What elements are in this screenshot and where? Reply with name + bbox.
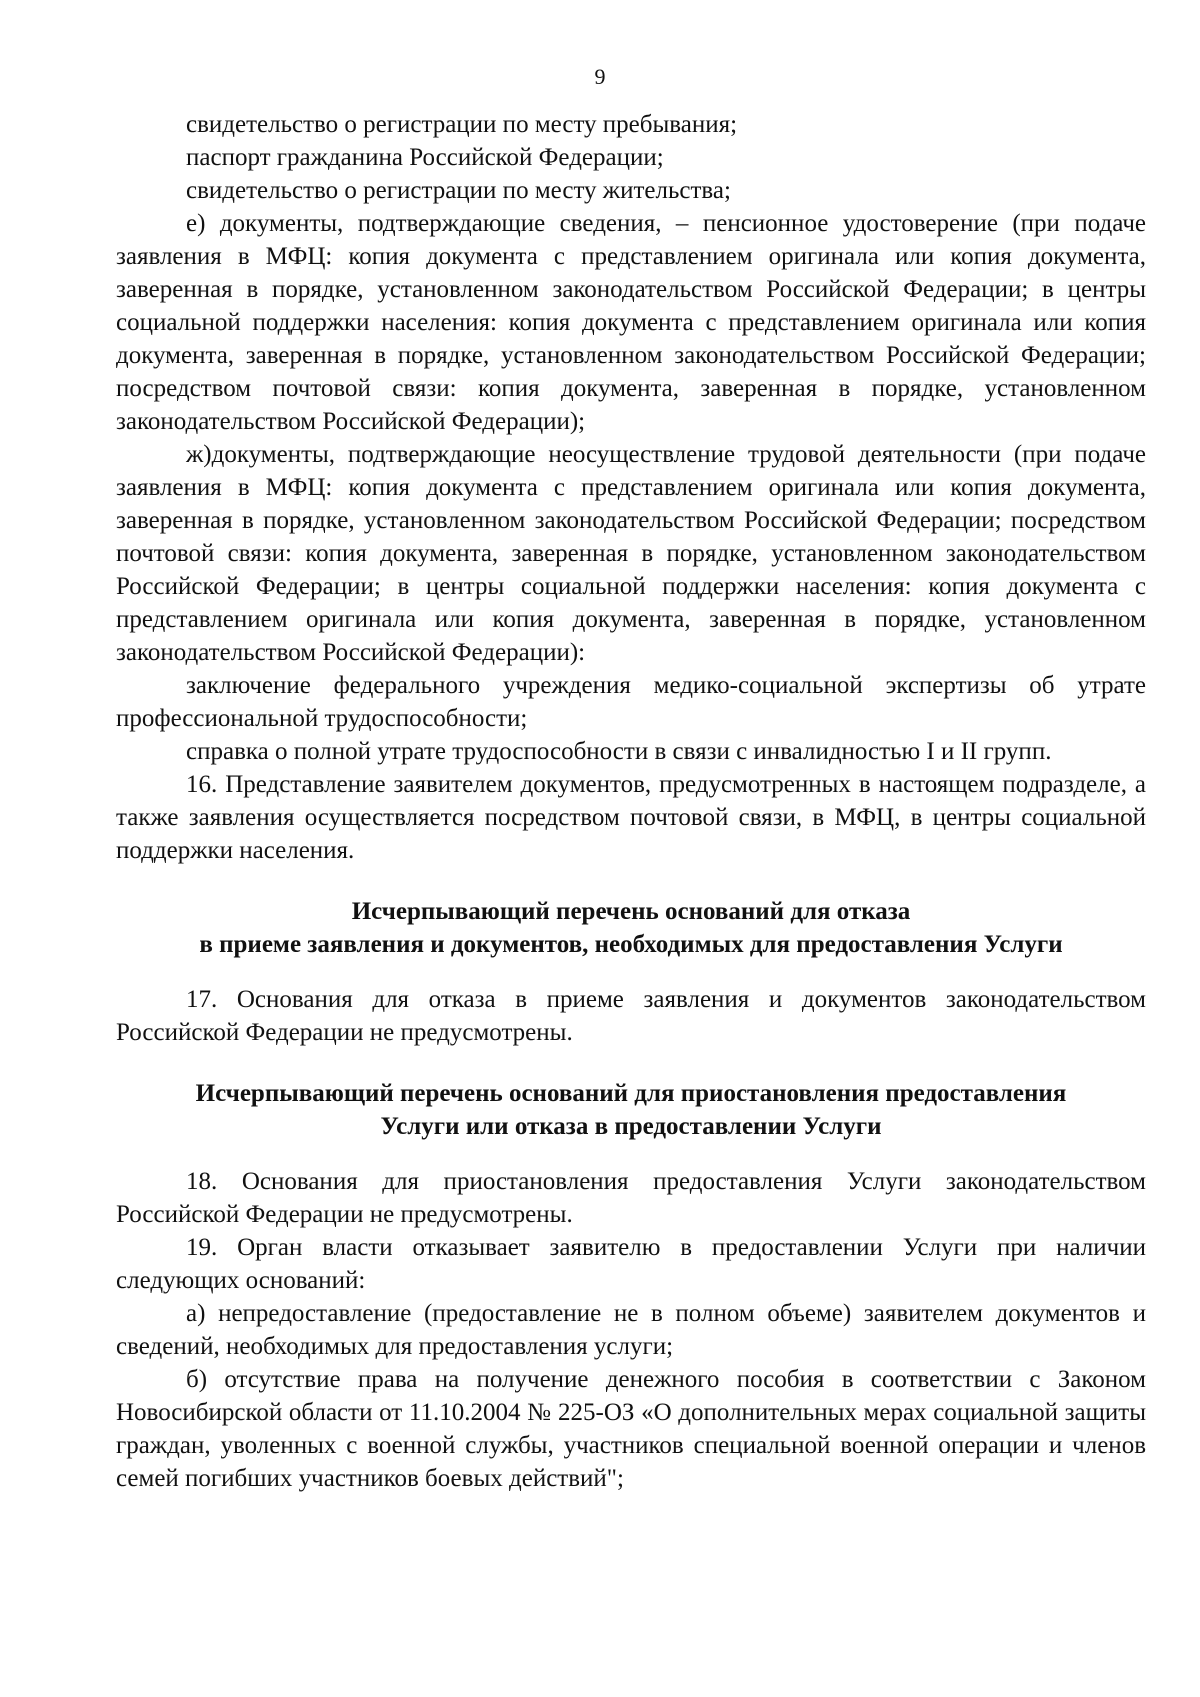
section-heading-suspension-refusal bbox=[116, 1077, 1146, 1143]
spacer bbox=[116, 867, 1146, 895]
paragraph-17: 17. Основания для отказа в приеме заявления и документов законодательством Российской Федерации не предусмотрены. bbox=[116, 986, 1146, 1046]
spacer bbox=[116, 1143, 1146, 1165]
spacer bbox=[116, 1049, 1146, 1077]
heading-line: Исчерпывающий перечень оснований для отказа bbox=[351, 898, 911, 925]
paragraph-residence-living: свидетельство о регистрации по месту жительства; bbox=[186, 177, 731, 204]
spacer bbox=[116, 961, 1146, 983]
paragraph-mse-conclusion: заключение федерального учреждения медико-социальной экспертизы об утрате профессиональной трудоспособности; bbox=[116, 672, 1146, 732]
heading-line: Исчерпывающий перечень оснований для приостановления предоставления bbox=[195, 1080, 1067, 1107]
paragraph-19: 19. Орган власти отказывает заявителю в предоставлении Услуги при наличии следующих оснований: bbox=[116, 1234, 1146, 1294]
paragraph-item-e: е) документы, подтверждающие сведения, – пенсионное удостоверение (при подаче заявления в МФЦ: копия документа с представлением оригинала или копия документа, заверенная в порядке, установленном законодательством Российской Федерации; в центры социальной поддержки населения: копия документа с представлением оригинала или копия документа, заверенная в порядке, установленном законодательством Российской Федерации; посредством почтовой связи: копия документа, заверенная в порядке, установленном законодательством Российской Федерации); bbox=[116, 210, 1146, 435]
heading-line: Услуги или отказа в предоставлении Услуги bbox=[380, 1113, 882, 1140]
paragraph-18: 18. Основания для приостановления предоставления Услуги законодательством Российской Федерации не предусмотрены. bbox=[116, 1168, 1146, 1228]
paragraph-16: 16. Представление заявителем документов, предусмотренных в настоящем подразделе, а также заявления осуществляется посредством почтовой связи, в МФЦ, в центры социальной поддержки населения. bbox=[116, 771, 1146, 864]
paragraph-passport: паспорт гражданина Российской Федерации; bbox=[186, 144, 664, 171]
document-body bbox=[116, 108, 1146, 1495]
paragraph-item-zh: ж)документы, подтверждающие неосуществление трудовой деятельности (при подаче заявления в МФЦ: копия документа с представлением оригинала или копия документа, заверенная в порядке, установленном законодательством Российской Федерации; посредством почтовой связи: копия документа, заверенная в порядке, установленном законодательством Российской Федерации; в центры социальной поддержки населения: копия документа с представлением оригинала или копия документа, заверенная в порядке, установленном законодательством Российской Федерации): bbox=[116, 441, 1146, 666]
paragraph-disability-certificate: справка о полной утрате трудоспособности в связи с инвалидностью I и II групп. bbox=[186, 738, 1052, 765]
paragraph-item-b: б) отсутствие права на получение денежного пособия в соответствии с Законом Новосибирской области от 11.10.2004 № 225-ОЗ «О дополнительных мерах социальной защиты граждан, уволенных с военной службы, участников специальной военной операции и членов семей погибших участников боевых действий"; bbox=[116, 1366, 1146, 1492]
page-number: 9 bbox=[594, 64, 606, 89]
paragraph-residence-stay: свидетельство о регистрации по месту пребывания; bbox=[186, 111, 738, 138]
paragraph-item-a: а) непредоставление (предоставление не в полном объеме) заявителем документов и сведений, необходимых для предоставления услуги; bbox=[116, 1300, 1146, 1360]
section-heading-refusal-acceptance bbox=[116, 895, 1146, 961]
heading-line: в приеме заявления и документов, необходимых для предоставления Услуги bbox=[199, 931, 1063, 958]
